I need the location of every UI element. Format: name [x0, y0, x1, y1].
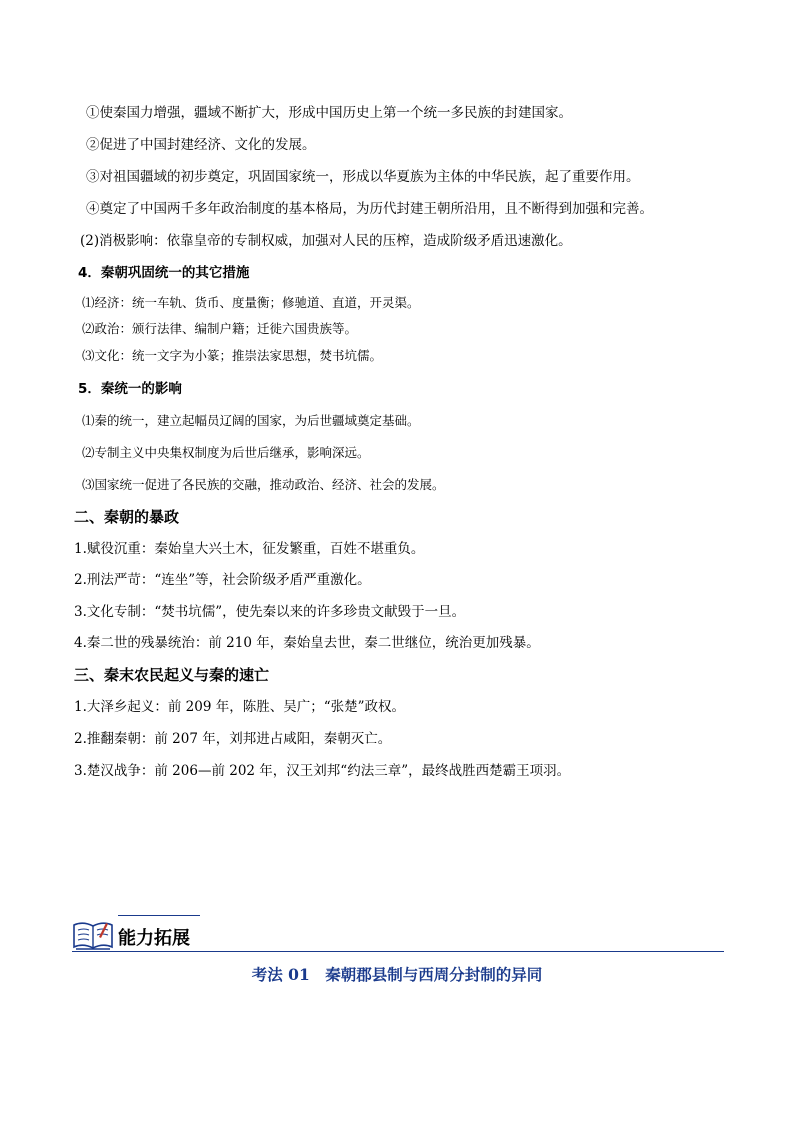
section4-item-economy: ⑴经济：统一车轨、货币、度量衡；修驰道、直道，开灵渠。: [82, 295, 420, 310]
part2-item-3: 3.文化专制：“焚书坑儒”，使先秦以来的许多珍贵文献毁于一旦。: [74, 604, 466, 620]
part3-item-2: 2.推翻秦朝：前 207 年，刘邦进占咸阳，秦朝灭亡。: [74, 731, 392, 747]
part2-item-1: 1.赋役沉重：秦始皇大兴土木，征发繁重，百姓不堪重负。: [74, 541, 425, 557]
section4-item-politics: ⑵政治：颁行法律、编制户籍；迁徙六国贵族等。: [82, 321, 358, 336]
part2-item-4: 4.秦二世的残暴统治：前 210 年，秦始皇去世，秦二世继位，统治更加残暴。: [74, 635, 540, 651]
banner-title: 能力拓展: [118, 928, 190, 949]
significance-item-4: ④奠定了中国两千多年政治制度的基本格局，为历代封建王朝所沿用，且不断得到加强和完善。: [86, 201, 653, 217]
significance-item-1: ①使秦国力增强，疆域不断扩大，形成中国历史上第一个统一多民族的封建国家。: [86, 105, 572, 121]
part3-item-3: 3.楚汉战争：前 206—前 202 年，汉王刘邦“约法三章”，最终战胜西楚霸王项羽。: [74, 763, 571, 779]
section4-heading: 4．秦朝巩固统一的其它措施: [78, 265, 250, 281]
part2-heading: 二、秦朝的暴政: [74, 508, 180, 526]
open-book-icon: [72, 917, 114, 951]
significance-item-3: ③对祖国疆域的初步奠定，巩固国家统一，形成以华夏族为主体的中华民族，起了重要作用。: [86, 169, 640, 185]
banner-top-rule: [118, 915, 200, 916]
section4-item-culture: ⑶文化：统一文字为小篆；推崇法家思想，焚书坑儒。: [82, 348, 383, 363]
part3-heading: 三、秦末农民起义与秦的速亡: [74, 666, 270, 684]
section5-item-2: ⑵专制主义中央集权制度为后世后继承，影响深远。: [82, 445, 370, 460]
section5-heading: 5．秦统一的影响: [78, 381, 182, 397]
part2-item-2: 2.刑法严苛：“连坐”等，社会阶级矛盾严重激化。: [74, 572, 371, 588]
section5-item-1: ⑴秦的统一，建立起幅员辽阔的国家，为后世疆域奠定基础。: [82, 413, 420, 428]
significance-item-2: ②促进了中国封建经济、文化的发展。: [86, 137, 316, 153]
part3-item-1: 1.大泽乡起义：前 209 年，陈胜、吴广；“张楚”政权。: [74, 699, 406, 715]
banner-divider: [72, 951, 724, 952]
kaofa-title: 考法 01 秦朝郡县制与西周分封制的异同: [251, 965, 543, 984]
negative-impact: (2)消极影响：依靠皇帝的专制权威，加强对人民的压榨，造成阶级矛盾迅速激化。: [80, 233, 572, 249]
section5-item-3: ⑶国家统一促进了各民族的交融，推动政治、经济、社会的发展。: [82, 477, 445, 492]
